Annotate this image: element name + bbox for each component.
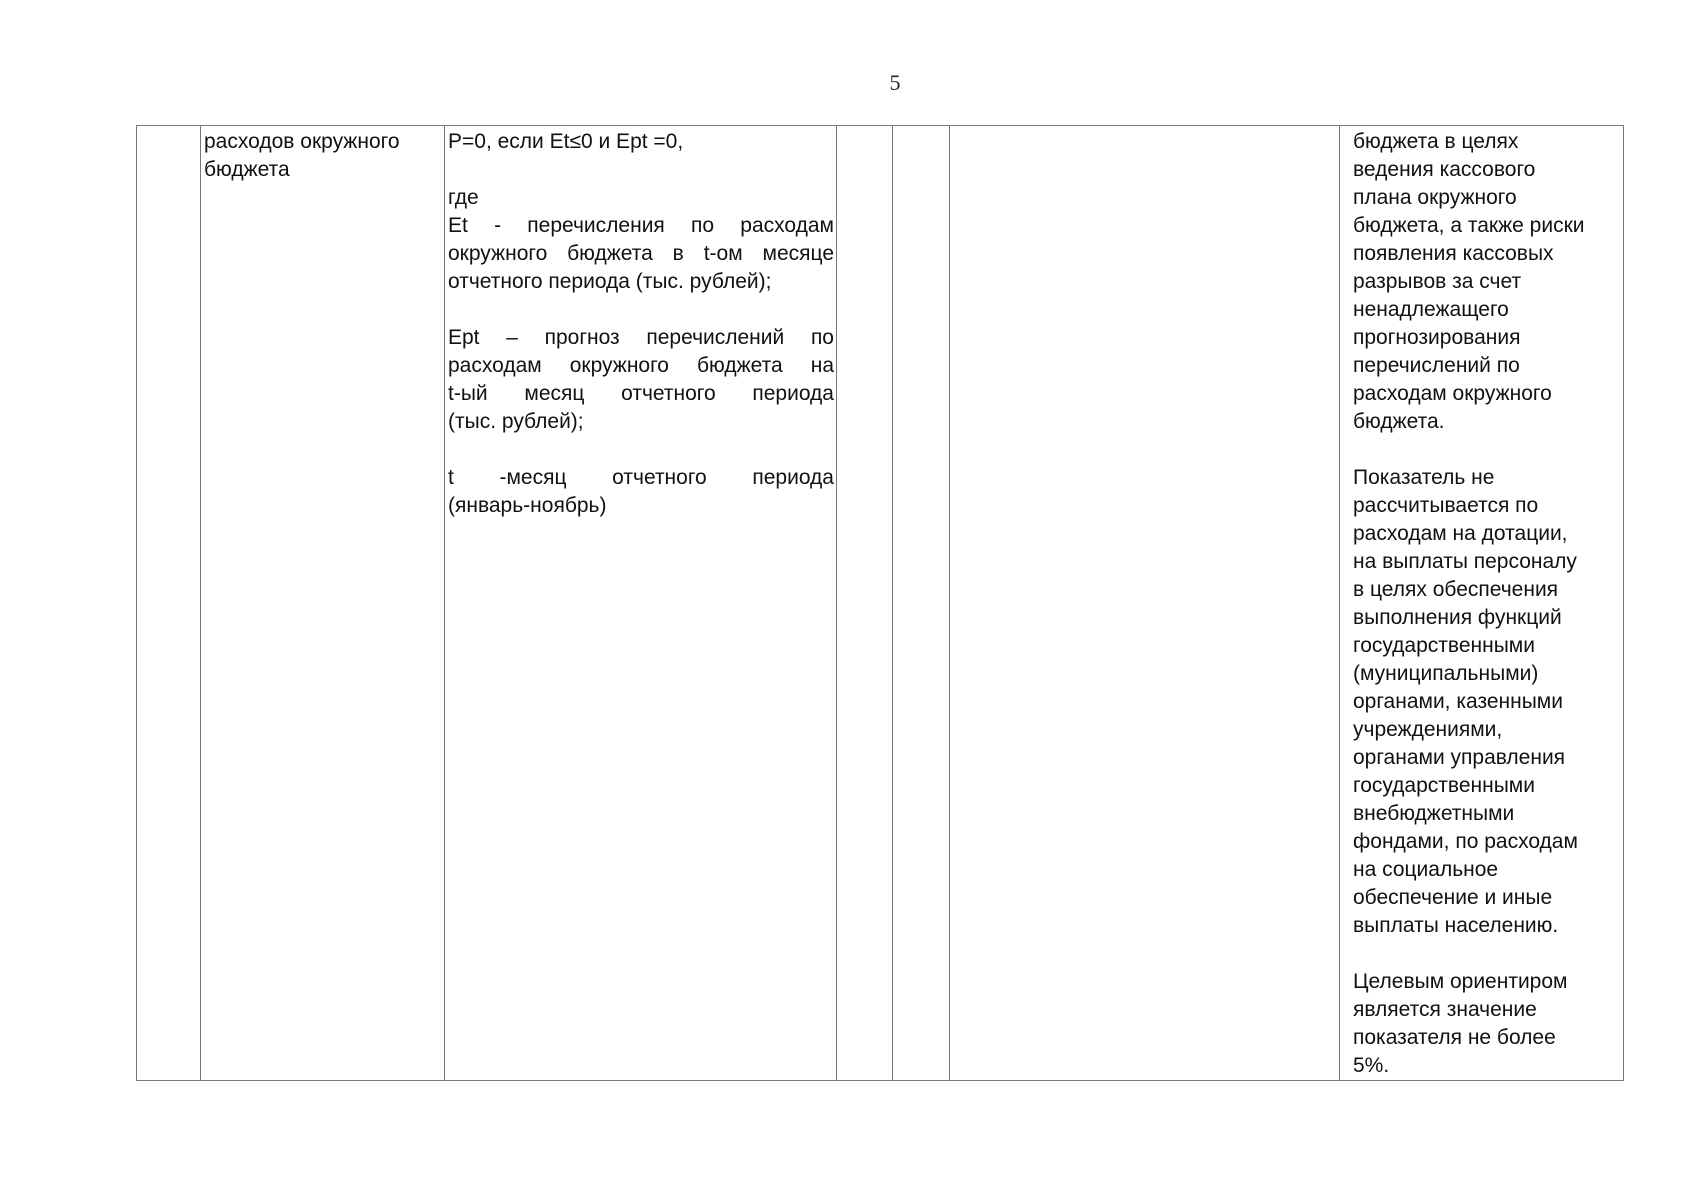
et-definition-line-3: отчетного периода (тыс. рублей); [448,270,772,293]
table-cell-empty-4 [837,126,893,1081]
t-definition-line-2: (январь-ноябрь) [448,494,607,517]
comment-paragraph-1: бюджета в целях ведения кассового плана окружного бюджета, а также риски появления кассовых разрывов за счет ненадлежащего прогнозирования перечислений по расходам окружного бюджета. [1353,130,1585,433]
ept-definition-line-1: Ept – прогноз перечислений по [448,326,834,349]
table-row [137,126,1624,1081]
table-cell-empty-6 [950,126,1340,1081]
indicator-table [136,125,1624,1081]
table-cell-comment [1340,126,1624,1081]
indicator-name-text: расходов окружного бюджета [204,130,400,181]
table-cell-empty-5 [893,126,950,1081]
ept-definition-line-4: (тыс. рублей); [448,410,584,433]
ept-definition-line-2: расходам окружного бюджета на [448,354,834,377]
table-cell-indicator-name [201,126,445,1081]
comment-paragraph-3: Целевым ориентиром является значение показателя не более 5%. [1353,970,1568,1077]
et-definition-line-1: Et - перечисления по расходам [448,214,834,237]
t-definition-line-1: t -месяц отчетного периода [448,466,834,489]
table-cell-formula [445,126,837,1081]
where-label: где [448,186,479,209]
table-cell-number [137,126,201,1081]
ept-definition-line-3: t-ый месяц отчетного периода [448,382,834,405]
page-number: 5 [889,70,901,95]
formula-line: P=0, если Et≤0 и Ept =0, [448,130,684,153]
et-definition-line-2: окружного бюджета в t-ом месяце [448,242,834,265]
comment-paragraph-2: Показатель не рассчитывается по расходам на дотации, на выплаты персоналу в целях обеспечения выполнения функций государственными (муниципальными) органами, казенными учреждениями, органами управления государственными внебюджетными фондами, по расходам на социальное обеспечение и иные выплаты населению. [1353,466,1578,937]
